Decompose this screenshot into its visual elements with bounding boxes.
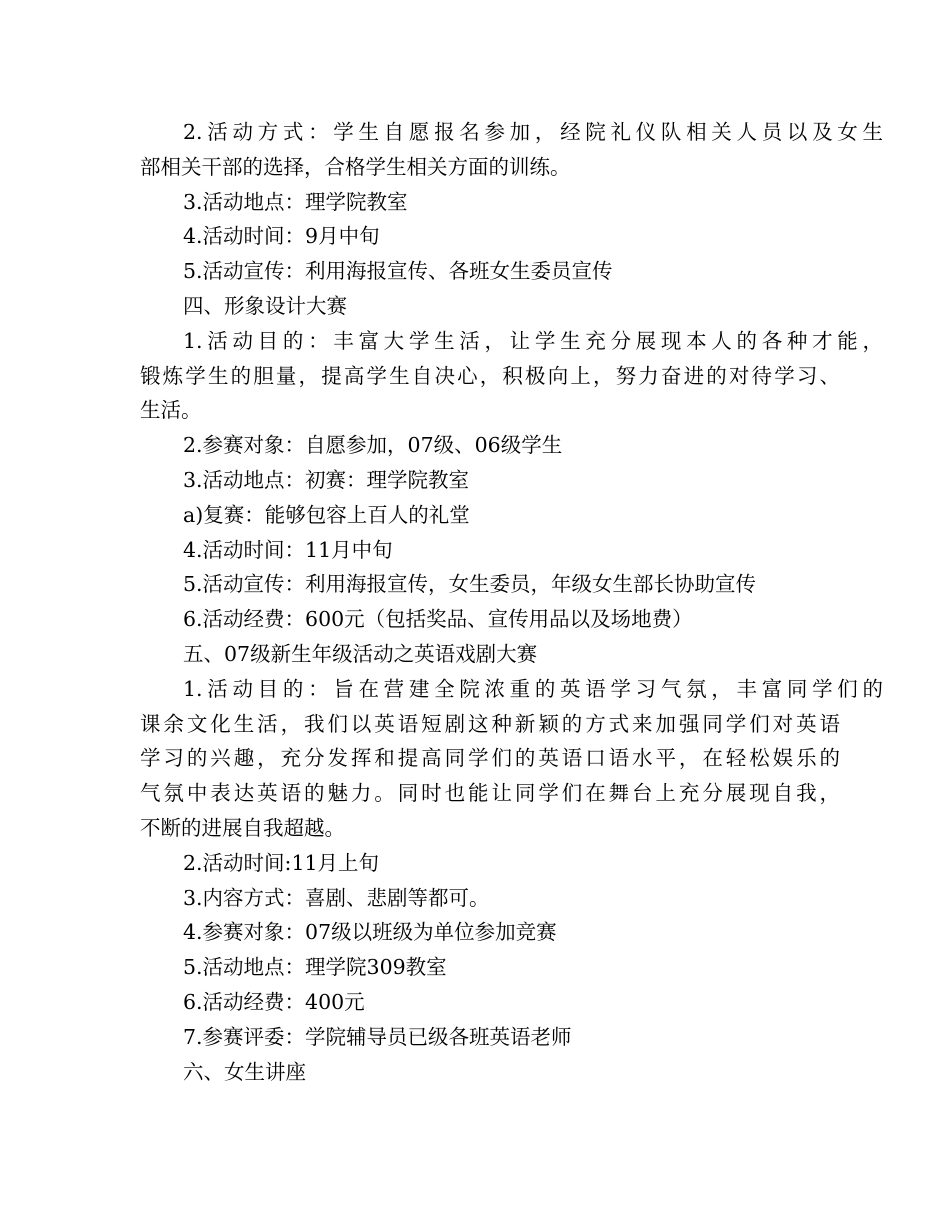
paragraph-line: 部相关干部的选择，合格学生相关方面的训练。	[140, 154, 571, 179]
paragraph-line: 3.活动地点：初赛：理学院教室	[183, 467, 470, 492]
section-heading: 六、女生讲座	[183, 1059, 306, 1084]
section-heading: 五、07级新生年级活动之英语戏剧大赛	[183, 641, 538, 666]
paragraph-line: 1.活动目的：旨在营建全院浓重的英语学习气氛，丰富同学们的	[183, 676, 883, 701]
paragraph-line: 气氛中表达英语的魅力。同时也能让同学们在舞台上充分展现自我，	[140, 781, 840, 806]
paragraph-line: 锻炼学生的胆量，提高学生自决心，积极向上，努力奋进的对待学习、	[140, 363, 840, 388]
paragraph-line: 2.活动时间:11月上旬	[183, 850, 380, 875]
paragraph-line: 5.活动宣传：利用海报宣传，女生委员，年级女生部长协助宣传	[183, 572, 757, 597]
paragraph-line: 4.活动时间：9月中旬	[183, 224, 380, 249]
paragraph-line: 1.活动目的：丰富大学生活，让学生充分展现本人的各种才能，	[183, 328, 883, 353]
paragraph-line: 4.活动时间：11月中旬	[183, 537, 393, 562]
paragraph-line: 5.活动地点：理学院309教室	[183, 955, 447, 980]
paragraph-line: 生活。	[140, 398, 202, 423]
paragraph-line: 3.活动地点：理学院教室	[183, 189, 408, 214]
paragraph-line: 6.活动经费：600元（包括奖品、宣传用品以及场地费）	[183, 607, 693, 632]
paragraph-line: 6.活动经费：400元	[183, 989, 365, 1014]
paragraph-line: 学习的兴趣，充分发挥和提高同学们的英语口语水平，在轻松娱乐的	[140, 746, 840, 771]
paragraph-line: 7.参赛评委：学院辅导员已级各班英语老师	[183, 1024, 572, 1049]
paragraph-line: 课余文化生活，我们以英语短剧这种新颖的方式来加强同学们对英语	[140, 711, 840, 736]
paragraph-line: 4.参赛对象：07级以班级为单位参加竞赛	[183, 920, 557, 945]
section-heading: 四、形象设计大赛	[183, 293, 347, 318]
paragraph-line: 2.活动方式：学生自愿报名参加，经院礼仪队相关人员以及女生	[183, 120, 883, 144]
paragraph-line: 3.内容方式：喜剧、悲剧等都可。	[183, 885, 490, 910]
paragraph-line: a)复赛：能够包容上百人的礼堂	[183, 502, 470, 527]
paragraph-line: 不断的进展自我超越。	[140, 815, 345, 840]
document-body	[140, 115, 883, 1089]
paragraph-line: 2.参赛对象：自愿参加，07级、06级学生	[183, 433, 563, 458]
paragraph-line: 5.活动宣传：利用海报宣传、各班女生委员宣传	[183, 259, 613, 284]
